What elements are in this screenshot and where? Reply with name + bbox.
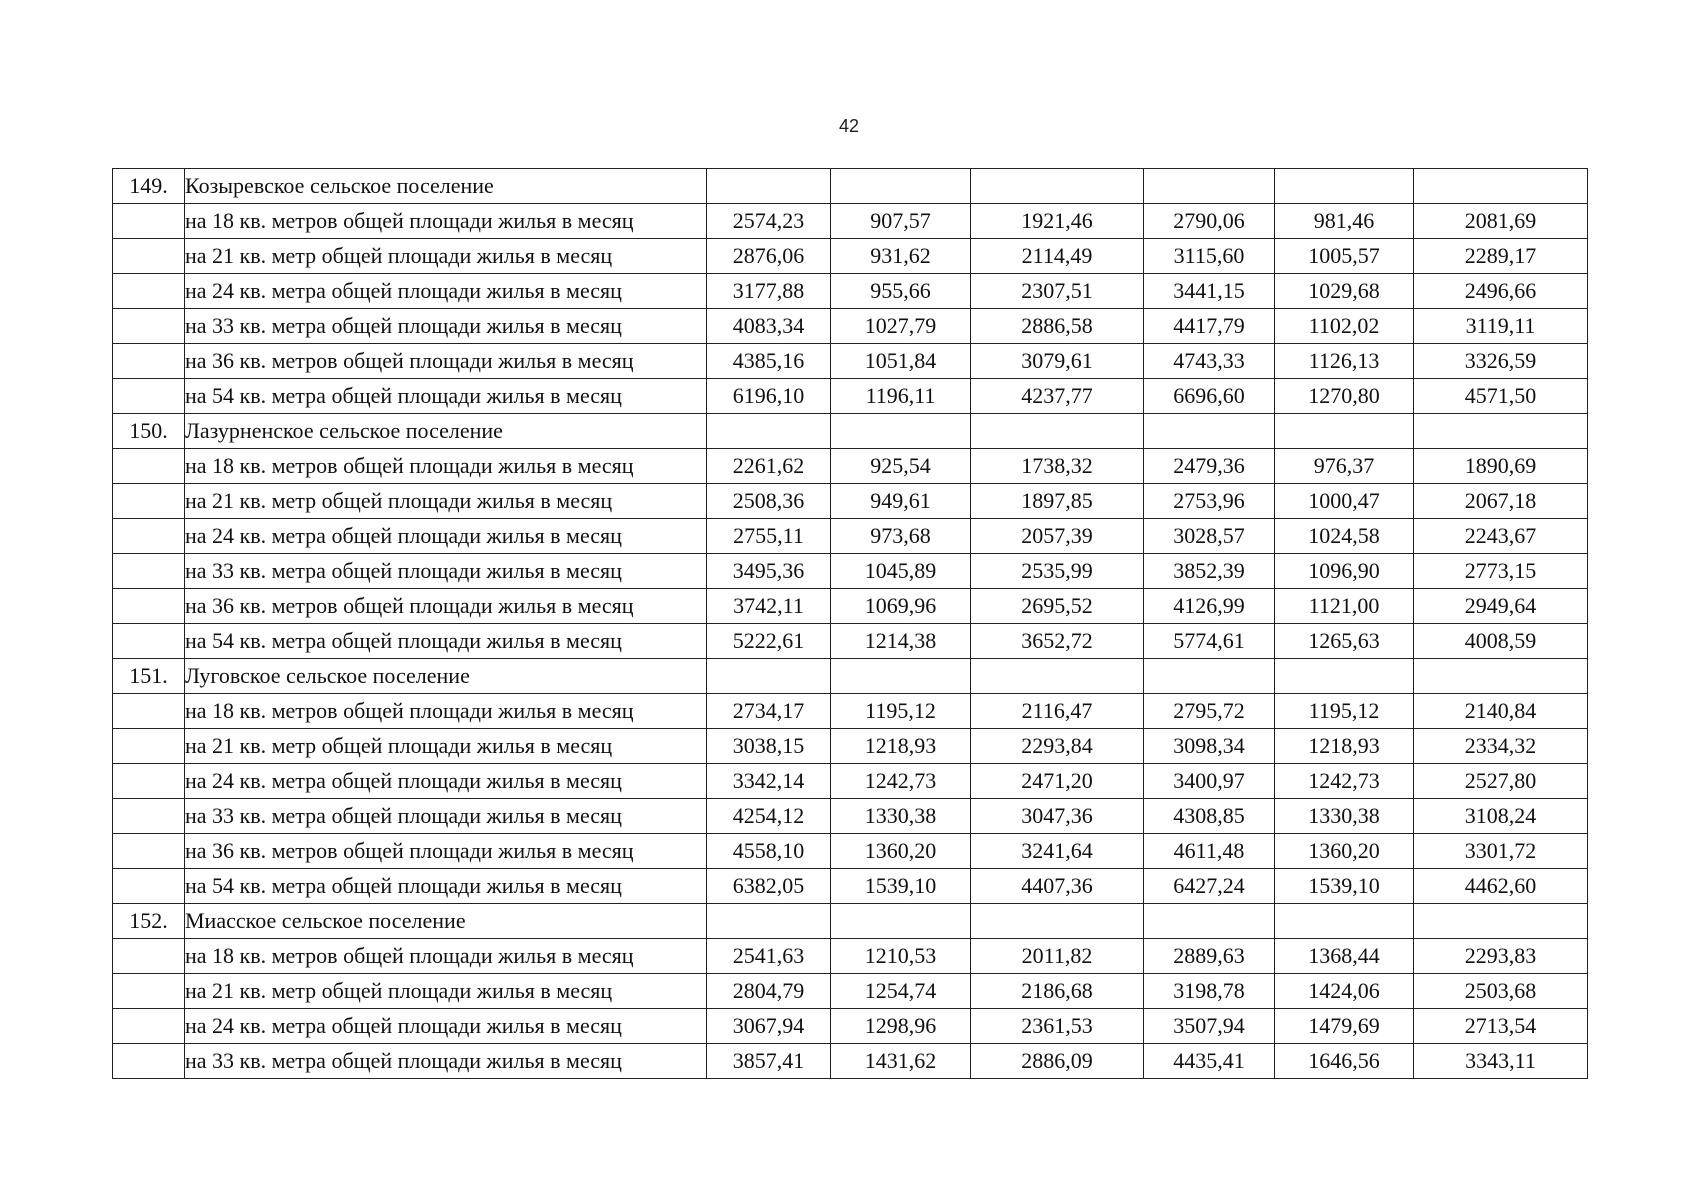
tariff-table	[112, 168, 1588, 1079]
empty-cell	[1275, 414, 1414, 449]
table-row	[113, 554, 1588, 589]
row-label: на 36 кв. метров общей площади жилья в месяц	[185, 589, 707, 624]
value-cell: 3079,61	[971, 344, 1144, 379]
value-cell: 3119,11	[1414, 309, 1588, 344]
section-title: Лазурненское сельское поселение	[185, 414, 707, 449]
empty-index-cell	[113, 834, 185, 869]
value-cell: 2293,84	[971, 729, 1144, 764]
empty-index-cell	[113, 1009, 185, 1044]
section-title: Козыревское сельское поселение	[185, 169, 707, 204]
value-cell: 4462,60	[1414, 869, 1588, 904]
value-cell: 1424,06	[1275, 974, 1414, 1009]
table-body	[113, 169, 1588, 1079]
value-cell: 1069,96	[831, 589, 971, 624]
value-cell: 1368,44	[1275, 939, 1414, 974]
empty-index-cell	[113, 309, 185, 344]
row-label: на 21 кв. метр общей площади жилья в месяц	[185, 974, 707, 1009]
value-cell: 1360,20	[831, 834, 971, 869]
value-cell: 2795,72	[1144, 694, 1275, 729]
section-number: 150.	[113, 414, 185, 449]
value-cell: 6382,05	[707, 869, 831, 904]
value-cell: 1027,79	[831, 309, 971, 344]
section-number: 152.	[113, 904, 185, 939]
value-cell: 3098,34	[1144, 729, 1275, 764]
value-cell: 1210,53	[831, 939, 971, 974]
row-label: на 54 кв. метра общей площади жилья в месяц	[185, 379, 707, 414]
value-cell: 2243,67	[1414, 519, 1588, 554]
value-cell: 1096,90	[1275, 554, 1414, 589]
value-cell: 4417,79	[1144, 309, 1275, 344]
value-cell: 2527,80	[1414, 764, 1588, 799]
empty-cell	[1414, 659, 1588, 694]
value-cell: 1270,80	[1275, 379, 1414, 414]
row-label: на 33 кв. метра общей площади жилья в месяц	[185, 799, 707, 834]
row-label: на 36 кв. метров общей площади жилья в месяц	[185, 834, 707, 869]
value-cell: 3326,59	[1414, 344, 1588, 379]
value-cell: 3115,60	[1144, 239, 1275, 274]
value-cell: 3742,11	[707, 589, 831, 624]
value-cell: 1214,38	[831, 624, 971, 659]
value-cell: 1218,93	[831, 729, 971, 764]
empty-cell	[1275, 169, 1414, 204]
value-cell: 3177,88	[707, 274, 831, 309]
table-row	[113, 869, 1588, 904]
value-cell: 3495,36	[707, 554, 831, 589]
value-cell: 2503,68	[1414, 974, 1588, 1009]
value-cell: 2261,62	[707, 449, 831, 484]
row-label: на 24 кв. метра общей площади жилья в месяц	[185, 764, 707, 799]
value-cell: 1218,93	[1275, 729, 1414, 764]
empty-cell	[1144, 169, 1275, 204]
value-cell: 1539,10	[831, 869, 971, 904]
value-cell: 2479,36	[1144, 449, 1275, 484]
value-cell: 6196,10	[707, 379, 831, 414]
value-cell: 2773,15	[1414, 554, 1588, 589]
value-cell: 3342,14	[707, 764, 831, 799]
value-cell: 2186,68	[971, 974, 1144, 1009]
empty-cell	[971, 904, 1144, 939]
value-cell: 1897,85	[971, 484, 1144, 519]
table-row	[113, 939, 1588, 974]
table-row	[113, 589, 1588, 624]
empty-cell	[1414, 904, 1588, 939]
empty-cell	[971, 414, 1144, 449]
page-number: 42	[838, 116, 860, 136]
section-header-row	[113, 414, 1588, 449]
value-cell: 931,62	[831, 239, 971, 274]
empty-index-cell	[113, 729, 185, 764]
value-cell: 3857,41	[707, 1044, 831, 1079]
section-header-row	[113, 659, 1588, 694]
value-cell: 1431,62	[831, 1044, 971, 1079]
value-cell: 2889,63	[1144, 939, 1275, 974]
row-label: на 21 кв. метр общей площади жилья в месяц	[185, 729, 707, 764]
row-label: на 36 кв. метров общей площади жилья в месяц	[185, 344, 707, 379]
value-cell: 3652,72	[971, 624, 1144, 659]
table-row	[113, 834, 1588, 869]
value-cell: 2067,18	[1414, 484, 1588, 519]
value-cell: 3343,11	[1414, 1044, 1588, 1079]
value-cell: 3028,57	[1144, 519, 1275, 554]
empty-cell	[831, 169, 971, 204]
value-cell: 2753,96	[1144, 484, 1275, 519]
value-cell: 4743,33	[1144, 344, 1275, 379]
table-row	[113, 449, 1588, 484]
row-label: на 33 кв. метра общей площади жилья в месяц	[185, 554, 707, 589]
table-row	[113, 239, 1588, 274]
section-header-row	[113, 904, 1588, 939]
value-cell: 6427,24	[1144, 869, 1275, 904]
value-cell: 2471,20	[971, 764, 1144, 799]
value-cell: 1738,32	[971, 449, 1144, 484]
value-cell: 3047,36	[971, 799, 1144, 834]
empty-index-cell	[113, 554, 185, 589]
empty-index-cell	[113, 344, 185, 379]
value-cell: 2334,32	[1414, 729, 1588, 764]
value-cell: 1330,38	[831, 799, 971, 834]
value-cell: 3038,15	[707, 729, 831, 764]
table-row	[113, 309, 1588, 344]
value-cell: 2574,23	[707, 204, 831, 239]
value-cell: 4237,77	[971, 379, 1144, 414]
empty-cell	[707, 904, 831, 939]
row-label: на 18 кв. метров общей площади жилья в месяц	[185, 694, 707, 729]
empty-index-cell	[113, 869, 185, 904]
value-cell: 2886,58	[971, 309, 1144, 344]
value-cell: 1126,13	[1275, 344, 1414, 379]
value-cell: 2734,17	[707, 694, 831, 729]
value-cell: 2081,69	[1414, 204, 1588, 239]
empty-cell	[831, 904, 971, 939]
value-cell: 2011,82	[971, 939, 1144, 974]
value-cell: 2114,49	[971, 239, 1144, 274]
value-cell: 976,37	[1275, 449, 1414, 484]
value-cell: 3067,94	[707, 1009, 831, 1044]
value-cell: 5222,61	[707, 624, 831, 659]
table-row	[113, 379, 1588, 414]
value-cell: 5774,61	[1144, 624, 1275, 659]
value-cell: 4126,99	[1144, 589, 1275, 624]
value-cell: 2361,53	[971, 1009, 1144, 1044]
value-cell: 4558,10	[707, 834, 831, 869]
empty-index-cell	[113, 274, 185, 309]
value-cell: 1005,57	[1275, 239, 1414, 274]
row-label: на 54 кв. метра общей площади жилья в месяц	[185, 869, 707, 904]
table-row	[113, 204, 1588, 239]
value-cell: 2535,99	[971, 554, 1144, 589]
value-cell: 1360,20	[1275, 834, 1414, 869]
row-label: на 33 кв. метра общей площади жилья в месяц	[185, 1044, 707, 1079]
value-cell: 3198,78	[1144, 974, 1275, 1009]
value-cell: 1242,73	[1275, 764, 1414, 799]
empty-index-cell	[113, 694, 185, 729]
row-label: на 24 кв. метра общей площади жилья в месяц	[185, 519, 707, 554]
value-cell: 1195,12	[1275, 694, 1414, 729]
empty-cell	[1144, 904, 1275, 939]
value-cell: 6696,60	[1144, 379, 1275, 414]
empty-cell	[971, 169, 1144, 204]
table-row	[113, 729, 1588, 764]
row-label: на 18 кв. метров общей площади жилья в месяц	[185, 204, 707, 239]
value-cell: 949,61	[831, 484, 971, 519]
table-row	[113, 624, 1588, 659]
section-number: 151.	[113, 659, 185, 694]
value-cell: 955,66	[831, 274, 971, 309]
empty-cell	[1414, 169, 1588, 204]
value-cell: 2695,52	[971, 589, 1144, 624]
value-cell: 4254,12	[707, 799, 831, 834]
value-cell: 1890,69	[1414, 449, 1588, 484]
value-cell: 3852,39	[1144, 554, 1275, 589]
value-cell: 2541,63	[707, 939, 831, 974]
value-cell: 4435,41	[1144, 1044, 1275, 1079]
row-label: на 21 кв. метр общей площади жилья в месяц	[185, 484, 707, 519]
value-cell: 1029,68	[1275, 274, 1414, 309]
empty-index-cell	[113, 624, 185, 659]
value-cell: 1051,84	[831, 344, 971, 379]
value-cell: 1045,89	[831, 554, 971, 589]
value-cell: 2804,79	[707, 974, 831, 1009]
value-cell: 4407,36	[971, 869, 1144, 904]
value-cell: 1921,46	[971, 204, 1144, 239]
value-cell: 1196,11	[831, 379, 971, 414]
value-cell: 1479,69	[1275, 1009, 1414, 1044]
value-cell: 1265,63	[1275, 624, 1414, 659]
empty-index-cell	[113, 974, 185, 1009]
empty-cell	[1144, 659, 1275, 694]
empty-index-cell	[113, 484, 185, 519]
empty-cell	[1275, 659, 1414, 694]
value-cell: 4083,34	[707, 309, 831, 344]
empty-index-cell	[113, 799, 185, 834]
row-label: на 24 кв. метра общей площади жилья в месяц	[185, 1009, 707, 1044]
value-cell: 907,57	[831, 204, 971, 239]
empty-cell	[831, 414, 971, 449]
value-cell: 2790,06	[1144, 204, 1275, 239]
empty-cell	[707, 169, 831, 204]
table-row	[113, 274, 1588, 309]
empty-index-cell	[113, 1044, 185, 1079]
section-title: Луговское сельское поселение	[185, 659, 707, 694]
value-cell: 2116,47	[971, 694, 1144, 729]
section-header-row	[113, 169, 1588, 204]
empty-cell	[707, 659, 831, 694]
empty-cell	[1414, 414, 1588, 449]
section-title: Миасское сельское поселение	[185, 904, 707, 939]
empty-cell	[971, 659, 1144, 694]
table-row	[113, 694, 1588, 729]
value-cell: 2140,84	[1414, 694, 1588, 729]
value-cell: 4385,16	[707, 344, 831, 379]
row-label: на 24 кв. метра общей площади жилья в месяц	[185, 274, 707, 309]
value-cell: 2057,39	[971, 519, 1144, 554]
value-cell: 1330,38	[1275, 799, 1414, 834]
value-cell: 1539,10	[1275, 869, 1414, 904]
empty-cell	[1144, 414, 1275, 449]
value-cell: 3241,64	[971, 834, 1144, 869]
empty-cell	[707, 414, 831, 449]
empty-index-cell	[113, 519, 185, 554]
value-cell: 981,46	[1275, 204, 1414, 239]
empty-index-cell	[113, 589, 185, 624]
value-cell: 4008,59	[1414, 624, 1588, 659]
value-cell: 3400,97	[1144, 764, 1275, 799]
empty-index-cell	[113, 239, 185, 274]
value-cell: 2876,06	[707, 239, 831, 274]
table-row	[113, 344, 1588, 379]
row-label: на 18 кв. метров общей площади жилья в месяц	[185, 939, 707, 974]
value-cell: 2886,09	[971, 1044, 1144, 1079]
table-row	[113, 764, 1588, 799]
value-cell: 4571,50	[1414, 379, 1588, 414]
value-cell: 2508,36	[707, 484, 831, 519]
value-cell: 1298,96	[831, 1009, 971, 1044]
value-cell: 1646,56	[1275, 1044, 1414, 1079]
section-number: 149.	[113, 169, 185, 204]
value-cell: 1254,74	[831, 974, 971, 1009]
value-cell: 3108,24	[1414, 799, 1588, 834]
empty-index-cell	[113, 449, 185, 484]
empty-cell	[831, 659, 971, 694]
value-cell: 4308,85	[1144, 799, 1275, 834]
value-cell: 4611,48	[1144, 834, 1275, 869]
table-row	[113, 519, 1588, 554]
table-row	[113, 484, 1588, 519]
row-label: на 21 кв. метр общей площади жилья в месяц	[185, 239, 707, 274]
value-cell: 1242,73	[831, 764, 971, 799]
empty-index-cell	[113, 939, 185, 974]
value-cell: 2293,83	[1414, 939, 1588, 974]
value-cell: 2949,64	[1414, 589, 1588, 624]
row-label: на 54 кв. метра общей площади жилья в месяц	[185, 624, 707, 659]
row-label: на 18 кв. метров общей площади жилья в месяц	[185, 449, 707, 484]
empty-index-cell	[113, 764, 185, 799]
value-cell: 2496,66	[1414, 274, 1588, 309]
value-cell: 973,68	[831, 519, 971, 554]
table-row	[113, 1009, 1588, 1044]
value-cell: 2307,51	[971, 274, 1144, 309]
value-cell: 2713,54	[1414, 1009, 1588, 1044]
table-row	[113, 1044, 1588, 1079]
empty-index-cell	[113, 204, 185, 239]
value-cell: 1024,58	[1275, 519, 1414, 554]
empty-index-cell	[113, 379, 185, 414]
value-cell: 1102,02	[1275, 309, 1414, 344]
value-cell: 925,54	[831, 449, 971, 484]
value-cell: 3441,15	[1144, 274, 1275, 309]
table-row	[113, 974, 1588, 1009]
value-cell: 3507,94	[1144, 1009, 1275, 1044]
empty-cell	[1275, 904, 1414, 939]
value-cell: 1000,47	[1275, 484, 1414, 519]
value-cell: 1195,12	[831, 694, 971, 729]
table-row	[113, 799, 1588, 834]
value-cell: 3301,72	[1414, 834, 1588, 869]
value-cell: 2289,17	[1414, 239, 1588, 274]
value-cell: 1121,00	[1275, 589, 1414, 624]
value-cell: 2755,11	[707, 519, 831, 554]
row-label: на 33 кв. метра общей площади жилья в месяц	[185, 309, 707, 344]
